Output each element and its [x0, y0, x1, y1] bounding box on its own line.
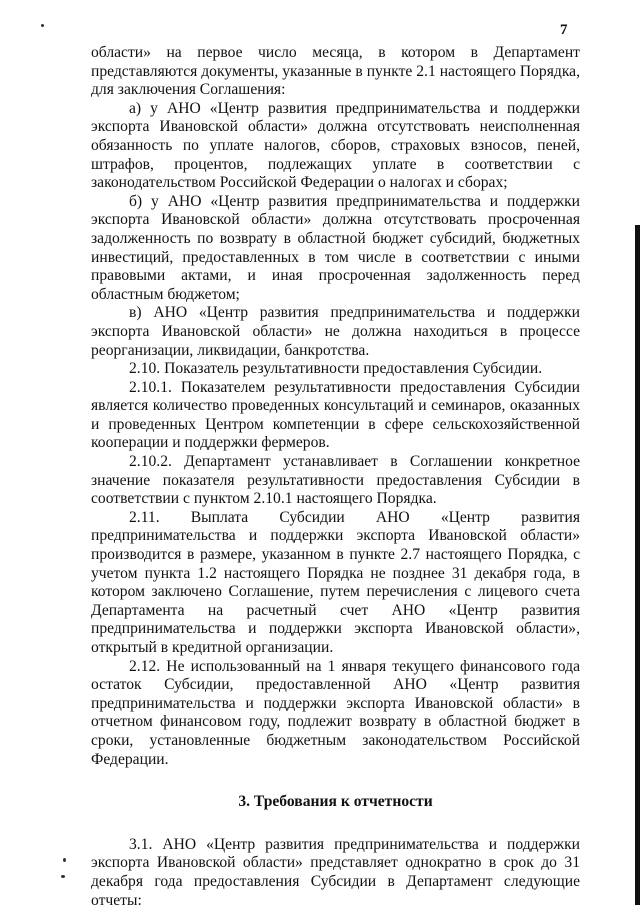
- paragraph-3-1: 3.1. АНО «Центр развития предпринимательства и поддержки экспорта Ивановской области» представляет однократно в срок до 31 декабря года предоставления Субсидии в Департамент следующие отчеты:: [91, 835, 580, 909]
- scan-speck: [61, 875, 65, 878]
- paragraph-continuation: области» на первое число месяца, в котором в Департамент представляются документы, указанные в пункте 2.1 настоящего Порядка, для заключения Соглашения:: [91, 44, 580, 99]
- paragraph-2-11: 2.11. Выплата Субсидии АНО «Центр развития предпринимательства и поддержки экспорта Ивановской области» производится в размере, указанном в пункте 2.7 настоящего Порядка, с учетом пункта 1.2 настоящего Порядка не позднее 31 декабря года, в котором заключено Соглашение, путем перечисления с лицевого счета Департамента на расчетный счет АНО «Центр развития предпринимательства и поддержки экспорта Ивановской области», открытый в кредитной организации.: [91, 508, 580, 656]
- scan-speck: [41, 24, 44, 27]
- page-number: 7: [560, 22, 568, 38]
- paragraph-item-a: а) у АНО «Центр развития предпринимательства и поддержки экспорта Ивановской области» должна отсутствовать неисполненная обязанность по уплате налогов, сборов, страховых взносов, пеней, штрафов, процентов, подлежащих уплате в соответствии с законодательством Российской Федерации о налогах и сборах;: [91, 99, 580, 192]
- paragraph-item-c: в) АНО «Центр развития предпринимательства и поддержки экспорта Ивановской области» не должна находиться в процессе реорганизации, ликвидации, банкротства.: [91, 304, 580, 359]
- paragraph-2-10-1: 2.10.1. Показателем результативности предоставления Субсидии является количество проведенных консультаций и семинаров, оказанных и проведенных Центром компетенции в сфере сельскохозяйственной кооперации и поддержки фермеров.: [91, 378, 580, 452]
- scan-edge-shadow: [635, 225, 640, 905]
- scan-speck: [63, 858, 66, 862]
- paragraph-2-10-2: 2.10.2. Департамент устанавливает в Соглашении конкретное значение показателя результативности предоставления Субсидии в соответствии с пунктом 2.10.1 настоящего Порядка.: [91, 453, 580, 508]
- section-heading: 3. Требования к отчетности: [238, 793, 433, 811]
- paragraph-2-12: 2.12. Не использованный на 1 января текущего финансового года остаток Субсидии, предоставленной АНО «Центр развития предпринимательства и поддержки экспорта Ивановской области» в отчетном финансовом году, подлежит возврату в областной бюджет в сроки, установленные бюджетным законодательством Российской Федерации.: [91, 657, 580, 768]
- paragraph-2-10: 2.10. Показатель результативности предоставления Субсидии.: [129, 360, 543, 378]
- paragraph-item-b: б) у АНО «Центр развития предпринимательства и поддержки экспорта Ивановской области» должна отсутствовать просроченная задолженность по возврату в областной бюджет субсидий, бюджетных инвестиций, предоставленных в том числе в соответствии с иными правовыми актами, и иная просроченная задолженность перед областным бюджетом;: [91, 192, 580, 303]
- document-body: [91, 44, 580, 910]
